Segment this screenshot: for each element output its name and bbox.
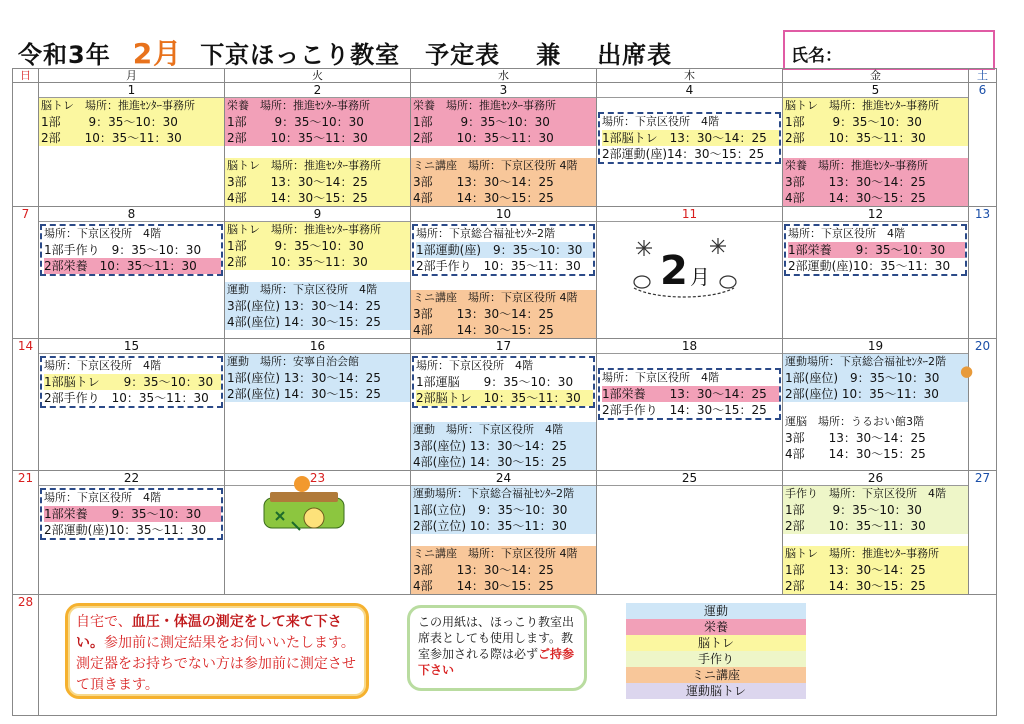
day-number: 24 xyxy=(411,471,596,486)
event-line: 1部 9：35～10：30 xyxy=(785,115,922,129)
schedule-event xyxy=(783,158,968,206)
weekday-fri: 金 xyxy=(783,69,969,83)
day-cell xyxy=(39,471,225,595)
event-line: 運動場所：下京総合福祉ｾﾝﾀｰ2階 xyxy=(785,355,946,368)
schedule-event xyxy=(225,282,410,330)
kotatsu-cat-illustration xyxy=(256,472,352,542)
event-line: 栄養 場所：推進ｾﾝﾀｰ事務所 xyxy=(785,159,928,172)
event-line: 2部 10：35～11：30 xyxy=(785,131,926,145)
day-cell xyxy=(783,471,969,595)
day-sat: 27 xyxy=(969,471,997,595)
schedule-event xyxy=(225,222,410,270)
event-line: 1部 13：30～14：25 xyxy=(785,563,926,577)
event-line: 脳トレ 場所：推進ｾﾝﾀｰ事務所 xyxy=(785,547,939,560)
event-line: 運動場所：下京総合福祉ｾﾝﾀｰ2階 xyxy=(413,487,574,500)
page-title: 令和3年 2月 下京ほっこり教室 予定表 兼 出席表 xyxy=(18,37,673,70)
legend-item: 脳トレ xyxy=(626,635,806,651)
legend-item: 手作り xyxy=(626,651,806,667)
event-line: 1部 9：35～10：30 xyxy=(227,239,364,253)
event-line: 2部手作り 10：35～11：30 xyxy=(44,390,221,406)
event-line: 場所：下京総合福祉ｾﾝﾀｰ2階 xyxy=(416,227,555,240)
day-number: 11 xyxy=(597,207,782,222)
schedule-event xyxy=(783,98,968,146)
day-cell xyxy=(225,83,411,207)
day-number: 9 xyxy=(225,207,410,222)
feb-badge-kanji: 月 xyxy=(690,265,710,289)
day-cell xyxy=(783,83,969,207)
event-line: 1部 9：35～10：30 xyxy=(785,503,922,517)
event-line: 3部 13：30～14：25 xyxy=(413,307,554,321)
day-sat: 13 xyxy=(969,207,997,339)
day-number: 3 xyxy=(411,83,596,98)
pumpkin-icon: ● xyxy=(960,362,974,380)
event-line: 運動 場所：下京区役所 4階 xyxy=(227,283,377,296)
schedule-event xyxy=(39,98,224,146)
event-line: 2部(座位) 14：30～15：25 xyxy=(227,387,381,401)
weekday-wed: 水 xyxy=(411,69,597,83)
event-line: 1部栄養 13：30～14：25 xyxy=(602,386,779,402)
day-number: 26 xyxy=(783,471,968,486)
day-number: 4 xyxy=(597,83,782,98)
schedule-event xyxy=(784,224,967,276)
february-illustration xyxy=(626,226,742,302)
name-field[interactable]: 氏名： xyxy=(783,30,995,70)
event-line: 場所：下京区役所 4階 xyxy=(416,359,533,372)
day-cell xyxy=(39,207,225,339)
day-sat: 20 xyxy=(969,339,997,471)
schedule-event xyxy=(225,98,410,146)
day-cell xyxy=(411,83,597,207)
event-line: 3部(座位) 13：30～14：25 xyxy=(413,439,567,453)
measure-note: 自宅で、血圧・体温の測定をして来て下さい。参加前に測定結果をお伺いいたします。測定器をお持ちでない方は参加前に測定させて頂きます。 xyxy=(65,603,369,699)
event-line: 2部運動(座)10：35～11：30 xyxy=(788,259,951,273)
event-line: 2部運動(座)10：35～11：30 xyxy=(44,523,207,537)
schedule-event xyxy=(40,224,223,276)
event-line: 場所：下京区役所 4階 xyxy=(44,359,161,372)
weekday-thu: 木 xyxy=(597,69,783,83)
day-cell xyxy=(597,471,783,595)
day-cell xyxy=(411,207,597,339)
legend-item: ミニ講座 xyxy=(626,667,806,683)
event-line: 1部手作り 9：35～10：30 xyxy=(44,242,221,258)
event-line: 2部 10：35～11：30 xyxy=(227,131,368,145)
mitten-icon xyxy=(720,276,736,288)
day-number: 2 xyxy=(225,83,410,98)
event-line: ミニ講座 場所：下京区役所 4階 xyxy=(413,291,578,304)
day-number: 17 xyxy=(411,339,596,354)
event-line: 1部(座位) 9：35～10：30 xyxy=(785,371,940,385)
weekday-tue: 火 xyxy=(225,69,411,83)
mitten-icon xyxy=(634,276,650,288)
event-line: 手作り 場所：下京区役所 4階 xyxy=(785,487,946,500)
day-sun xyxy=(13,83,39,207)
day-number: 22 xyxy=(39,471,224,486)
event-line: 場所：下京区役所 4階 xyxy=(602,115,719,128)
event-line: 2部栄養 10：35～11：30 xyxy=(44,258,221,274)
event-line: 4部 14：30～15：25 xyxy=(227,191,368,205)
event-line: 1部栄養 9：35～10：30 xyxy=(788,242,965,258)
schedule-event xyxy=(783,354,968,402)
schedule-event xyxy=(411,98,596,146)
event-line: 脳トレ 場所：推進ｾﾝﾀｰ事務所 xyxy=(41,99,195,112)
schedule-event xyxy=(783,486,968,534)
event-line: ミニ講座 場所：下京区役所 4階 xyxy=(413,159,578,172)
calendar xyxy=(12,68,997,716)
schedule-event xyxy=(411,546,596,594)
day-number: 8 xyxy=(39,207,224,222)
day-number: 16 xyxy=(225,339,410,354)
day-cell xyxy=(225,339,411,471)
schedule-event xyxy=(40,356,223,408)
day-sun: 21 xyxy=(13,471,39,595)
attendance-note: この用紙は、ほっこり教室出席表としても使用します。教室参加される際は必ずご持参下さい xyxy=(407,605,587,691)
event-line: 2部 14：30～15：25 xyxy=(785,579,926,593)
event-line: 運動 場所：下京区役所 4階 xyxy=(413,423,563,436)
event-line: 3部 13：30～14：25 xyxy=(413,563,554,577)
day-cell xyxy=(597,83,783,207)
day-sun: 28 xyxy=(13,595,39,716)
event-line: 場所：下京区役所 4階 xyxy=(44,227,161,240)
event-line: 4部(座位) 14：30～15：25 xyxy=(227,315,381,329)
legend-item: 運動脳トレ xyxy=(626,683,806,699)
day-cell xyxy=(411,471,597,595)
event-line: 1部 9：35～10：30 xyxy=(41,115,178,129)
day-number: 15 xyxy=(39,339,224,354)
day-sun: 14 xyxy=(13,339,39,471)
event-line: 場所：下京区役所 4階 xyxy=(788,227,905,240)
day-number: 25 xyxy=(597,471,782,486)
day-number: 1 xyxy=(39,83,224,98)
day-cell xyxy=(783,207,969,339)
schedule-event xyxy=(225,158,410,206)
day-cell xyxy=(597,339,783,471)
event-line: 栄養 場所：推進ｾﾝﾀｰ事務所 xyxy=(227,99,370,112)
day-number: 10 xyxy=(411,207,596,222)
event-line: 3部 13：30～14：25 xyxy=(413,175,554,189)
event-line: 4部 14：30～15：25 xyxy=(413,323,554,337)
schedule-event xyxy=(411,422,596,470)
event-line: 運動 場所：安寧自治会館 xyxy=(227,355,359,368)
weekday-mon: 月 xyxy=(39,69,225,83)
event-line: 2部手作り 10：35～11：30 xyxy=(416,258,593,274)
event-line: 2部(座位) 10：35～11：30 xyxy=(785,387,939,401)
schedule-event xyxy=(411,486,596,534)
event-line: 場所：下京区役所 4階 xyxy=(44,491,161,504)
event-line: 2部運動(座)14：30～15：25 xyxy=(602,147,765,161)
legend-item: 運動 xyxy=(626,603,806,619)
event-line: 1部脳トレ 13：30～14：25 xyxy=(602,130,779,146)
event-line: 1部 9：35～10：30 xyxy=(413,115,550,129)
schedule-event xyxy=(412,224,595,276)
day-number: 12 xyxy=(783,207,968,222)
event-line: 脳トレ 場所：推進ｾﾝﾀｰ事務所 xyxy=(227,223,381,236)
notes-area xyxy=(39,595,997,716)
event-line: 脳トレ 場所：推進ｾﾝﾀｰ事務所 xyxy=(785,99,939,112)
schedule-event xyxy=(225,354,410,402)
weekday-sun: 日 xyxy=(13,69,39,83)
event-line: 1部運動(座) 9：35～10：30 xyxy=(416,242,593,258)
event-line: 4部 14：30～15：25 xyxy=(785,191,926,205)
snowflake-icon xyxy=(710,238,726,254)
event-line: 場所：下京区役所 4階 xyxy=(602,371,719,384)
event-line: 栄養 場所：推進ｾﾝﾀｰ事務所 xyxy=(413,99,556,112)
event-line: 3部 13：30～14：25 xyxy=(785,175,926,189)
event-line: 1部(立位) 9：35～10：30 xyxy=(413,503,568,517)
schedule-event xyxy=(412,356,595,408)
day-number: 23 xyxy=(225,471,410,486)
event-line: 4部 14：30～15：25 xyxy=(413,579,554,593)
day-sun: 7 xyxy=(13,207,39,339)
event-line: 2部脳トレ 10：35～11：30 xyxy=(416,390,593,406)
event-line: 4部 14：30～15：25 xyxy=(413,191,554,205)
event-line: 脳トレ 場所：推進ｾﾝﾀｰ事務所 xyxy=(227,159,381,172)
day-sat: 6 xyxy=(969,83,997,207)
day-number: 5 xyxy=(783,83,968,98)
day-cell xyxy=(225,207,411,339)
event-line: 3部(座位) 13：30～14：25 xyxy=(227,299,381,313)
schedule-event xyxy=(783,414,968,462)
schedule-event xyxy=(598,368,781,420)
event-line: 1部運脳 9：35～10：30 xyxy=(416,374,593,390)
feb-badge-number: 2 xyxy=(660,248,688,294)
weekday-sat: 土 xyxy=(969,69,997,83)
event-line: 4部 14：30～15：25 xyxy=(785,447,926,461)
schedule-event xyxy=(40,488,223,540)
event-line: 2部 10：35～11：30 xyxy=(413,131,554,145)
day-cell xyxy=(39,339,225,471)
event-line: 運脳 場所：うるおい館3階 xyxy=(785,415,924,428)
event-line: 3部 13：30～14：25 xyxy=(785,431,926,445)
event-line: 1部栄養 9：35～10：30 xyxy=(44,506,221,522)
day-number: 18 xyxy=(597,339,782,354)
event-line: 2部 10：35～11：30 xyxy=(41,131,182,145)
schedule-event xyxy=(783,546,968,594)
color-legend xyxy=(626,603,806,699)
event-line: ミニ講座 場所：下京区役所 4階 xyxy=(413,547,578,560)
schedule-event xyxy=(411,290,596,338)
event-line: 1部(座位) 13：30～14：25 xyxy=(227,371,381,385)
day-cell xyxy=(39,83,225,207)
event-line: 2部(立位) 10：35～11：30 xyxy=(413,519,567,533)
day-cell xyxy=(783,339,969,471)
schedule-event xyxy=(411,158,596,206)
event-line: 3部 13：30～14：25 xyxy=(227,175,368,189)
snowflake-icon xyxy=(636,240,652,256)
event-line: 1部脳トレ 9：35～10：30 xyxy=(44,374,221,390)
event-line: 2部 10：35～11：30 xyxy=(227,255,368,269)
event-line: 2部手作り 14：30～15：25 xyxy=(602,402,779,418)
schedule-event xyxy=(598,112,781,164)
day-cell xyxy=(411,339,597,471)
event-line: 4部(座位) 14：30～15：25 xyxy=(413,455,567,469)
event-line: 1部 9：35～10：30 xyxy=(227,115,364,129)
event-line: 2部 10：35～11：30 xyxy=(785,519,926,533)
day-number: 19 xyxy=(783,339,968,354)
legend-item: 栄養 xyxy=(626,619,806,635)
